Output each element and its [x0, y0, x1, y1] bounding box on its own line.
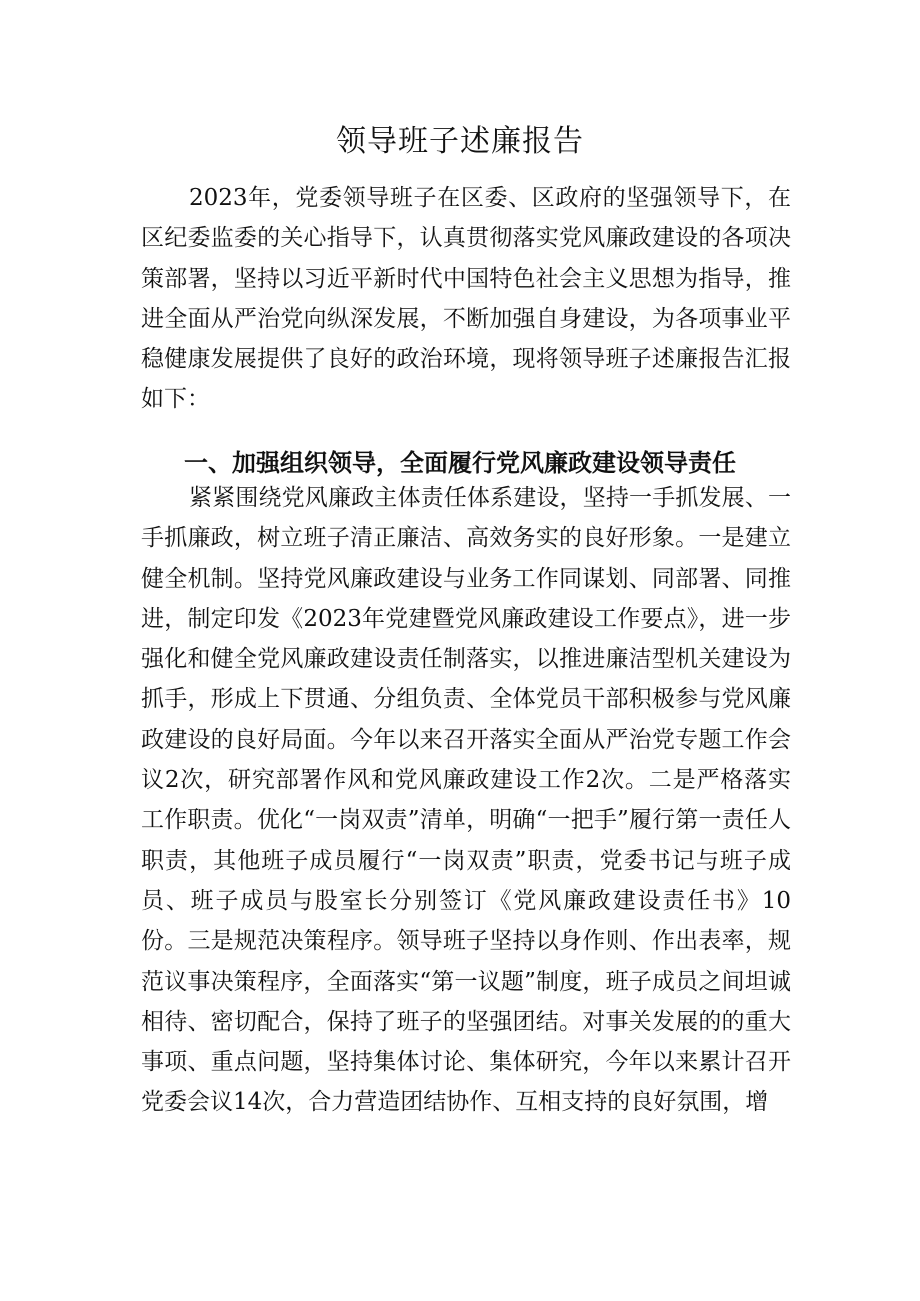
document-title: 领导班子述廉报告 [336, 124, 584, 159]
section-paragraph: 紧紧围绕党风廉政主体责任体系建设，坚持一手抓发展、一手抓廉政，树立班子清正廉洁、高效务实的良好形象。一是建立健全机制。坚持党风廉政建设与业务工作同谋划、同部署、同推进，制定印发《2023年党建暨党风廉政建设工作要点》，进一步强化和健全党风廉政建设责任制落实，以推进廉洁型机关建设为抓手，形成上下贯通、分组负责、全体党员干部积极参与党风廉政建设的良好局面。今年以来召开落实全面从严治党专题工作会议2次，研究部署作风和党风廉政建设工作2次。二是严格落实工作职责。优化“一岗双责”清单，明确“一把手”履行第一责任人职责，其他班子成员履行“一岗双责”职责，党委书记与班子成员、班子成员与股室长分别签订《党风廉政建设责任书》10份。三是规范决策程序。领导班子坚持以身作则、作出表率，规范议事决策程序，全面落实“第一议题”制度，班子成员之间坦诚相待、密切配合，保持了班子的坚强团结。对事关发展的的重大事项、重点问题，坚持集体讨论、集体研究，今年以来累计召开党委会议14次，合力营造团结协作、互相支持的良好氛围，增 [141, 485, 791, 1116]
section-heading: 一、加强组织领导，全面履行党风廉政建设领导责任 [184, 449, 736, 477]
intro-paragraph: 2023年，党委领导班子在区委、区政府的坚强领导下，在区纪委监委的关心指导下，认真贯彻落实党风廉政建设的各项决策部署，坚持以习近平新时代中国特色社会主义思想为指导，推进全面从严治党向纵深发展，不断加强自身建设，为各项事业平稳健康发展提供了良好的政治环境，现将领导班子述廉报告汇报如下： [141, 185, 791, 413]
